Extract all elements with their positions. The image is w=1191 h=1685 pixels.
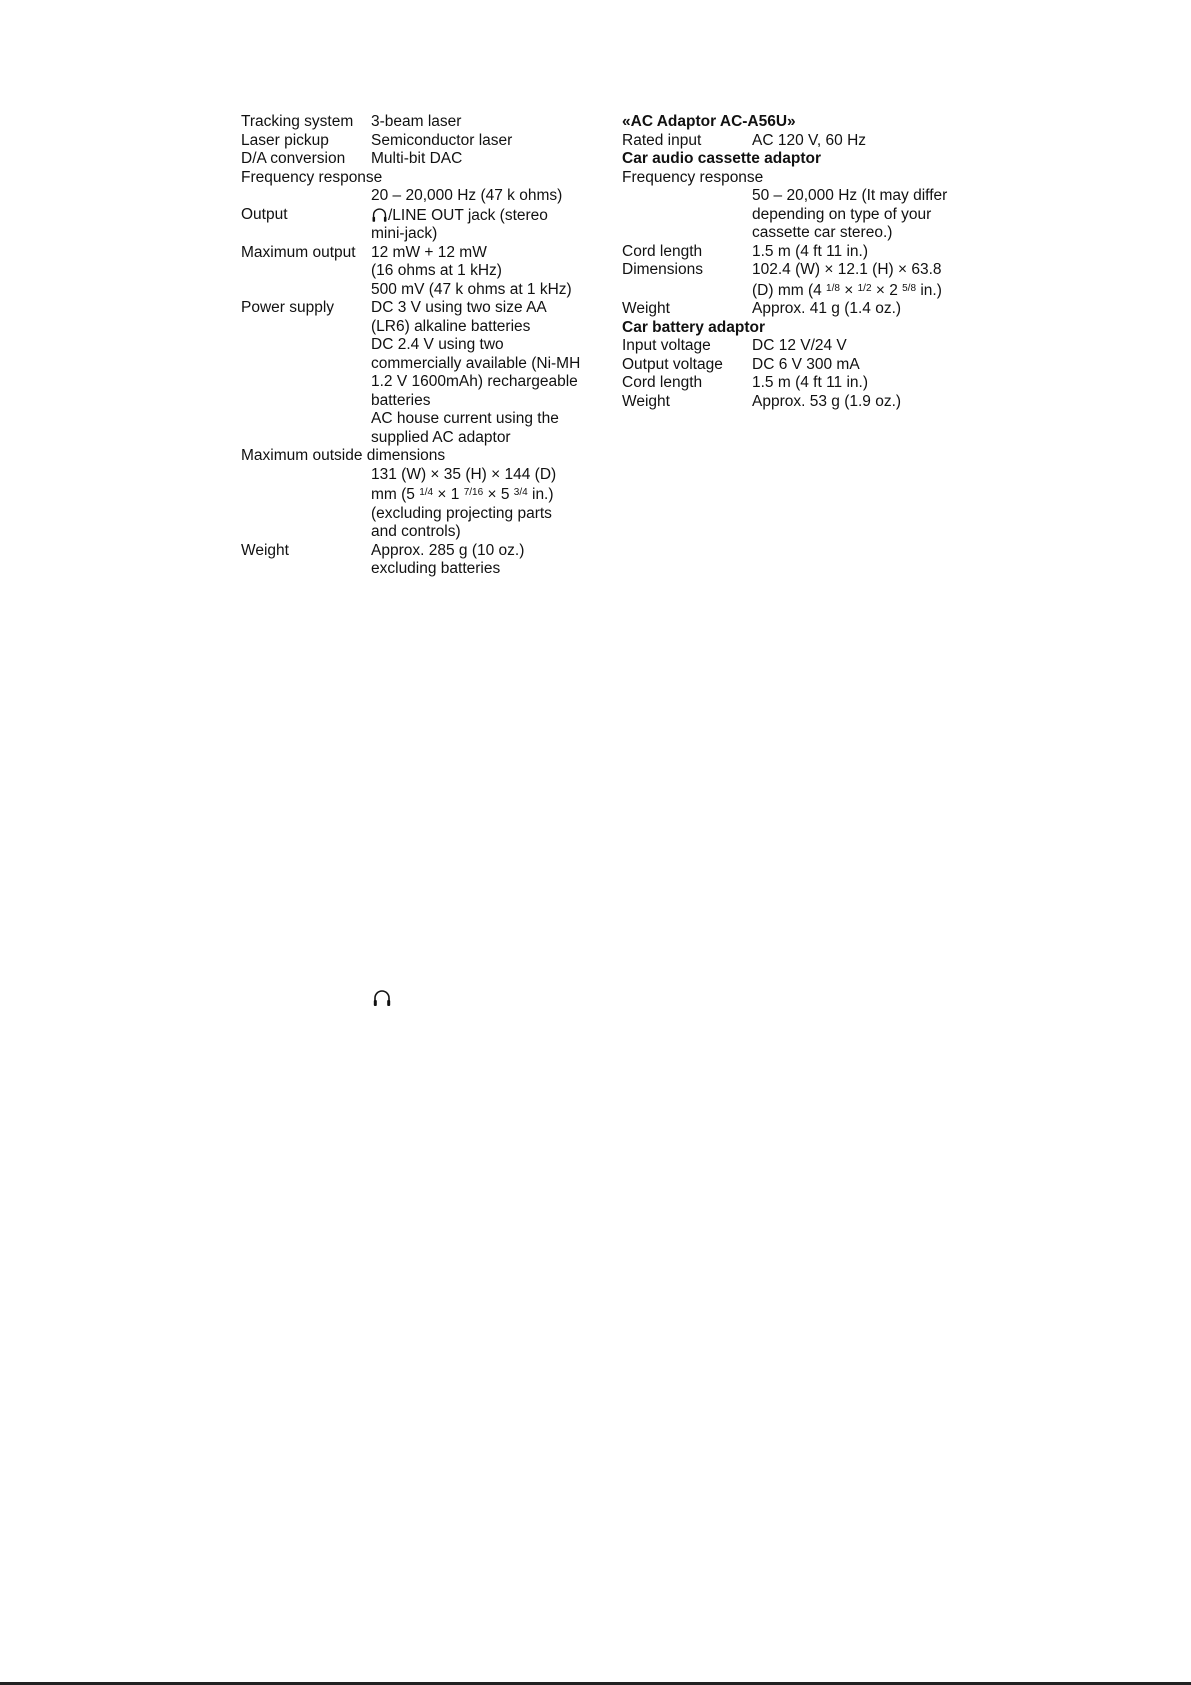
spec-value: commercially available (Ni-MH bbox=[371, 354, 581, 372]
spec-value: Approx. 53 g (1.9 oz.) bbox=[752, 392, 902, 410]
spec-label: Frequency response bbox=[241, 168, 383, 186]
fraction: 1/8 bbox=[826, 282, 840, 294]
fraction: 1/2 bbox=[857, 282, 872, 294]
spec-row-output bbox=[241, 206, 601, 244]
spec-label: Cord length bbox=[622, 374, 703, 391]
spec-label: Cord length bbox=[622, 242, 703, 260]
spec-label: Laser pickup bbox=[241, 131, 329, 149]
spec-value: DC 3 V using two size AA bbox=[371, 299, 547, 316]
fraction: 1/4 bbox=[419, 487, 434, 498]
spec-label: Weight bbox=[241, 541, 289, 559]
spec-row-frequency-label bbox=[241, 169, 601, 188]
spec-value: 20 – 20,000 Hz (47 k ohms) bbox=[371, 187, 563, 204]
spec-value: 102.4 (W) × 12.1 (H) × 63.8 bbox=[752, 261, 942, 278]
headphones-icon bbox=[371, 206, 388, 224]
spec-label: Maximum output bbox=[241, 243, 356, 261]
spec-label: Maximum outside dimensions bbox=[241, 447, 446, 464]
accessory-specifications bbox=[622, 113, 962, 411]
spec-value: Semiconductor laser bbox=[371, 131, 513, 149]
spec-value: excluding batteries bbox=[371, 560, 501, 577]
spec-row-tracking bbox=[241, 113, 601, 132]
spec-value: supplied AC adaptor bbox=[371, 428, 511, 446]
spec-value: mm (5 $^{1/4}$ × 1 $^{7/16}$ × 5 $^{3/4}$ in.) bbox=[371, 486, 554, 503]
spec-label: Tracking system bbox=[241, 113, 354, 130]
spec-value: (D) mm (4 $^{1/8}$ × $^{1/2}$ × 2 $^{5/8}$ in.) bbox=[752, 281, 942, 299]
spec-row-frequency-value bbox=[622, 187, 962, 243]
spec-row-rated-input bbox=[622, 132, 962, 151]
spec-row-cord-length-2 bbox=[622, 374, 962, 393]
section-heading: «AC Adaptor AC-A56U» bbox=[622, 113, 796, 130]
spec-row-input-voltage bbox=[622, 337, 962, 356]
section-header-battery-adaptor bbox=[622, 319, 962, 338]
spec-row-output-voltage bbox=[622, 356, 962, 375]
spec-value: (excluding projecting parts bbox=[371, 504, 552, 522]
spec-value: AC house current using the bbox=[371, 410, 559, 427]
spec-value: DC 6 V 300 mA bbox=[752, 355, 860, 373]
spec-label: Input voltage bbox=[622, 337, 711, 354]
spec-value: (LR6) alkaline batteries bbox=[371, 317, 531, 335]
spec-value: (16 ohms at 1 kHz) bbox=[371, 262, 502, 279]
spec-row-weight bbox=[241, 542, 601, 579]
spec-row-da-conversion bbox=[241, 150, 601, 169]
spec-value: DC 2.4 V using two bbox=[371, 336, 504, 353]
spec-row-dimensions bbox=[622, 261, 962, 300]
spec-row-maximum-output bbox=[241, 244, 601, 300]
section-heading: Car audio cassette adaptor bbox=[622, 150, 821, 167]
spec-value: 1.2 V 1600mAh) rechargeable bbox=[371, 373, 578, 390]
spec-row-frequency-value bbox=[241, 187, 601, 206]
spec-row-weight-2 bbox=[622, 393, 962, 412]
spec-row-power-supply bbox=[241, 299, 601, 447]
spec-row-frequency-label bbox=[622, 169, 962, 188]
spec-value: 1.5 m (4 ft 11 in.) bbox=[752, 374, 869, 391]
spec-value: and controls) bbox=[371, 523, 461, 540]
spec-value: 1.5 m (4 ft 11 in.) bbox=[752, 242, 869, 260]
spec-value: Approx. 41 g (1.4 oz.) bbox=[752, 300, 902, 317]
spec-value: depending on type of your bbox=[752, 205, 932, 223]
spec-label: Rated input bbox=[622, 131, 702, 149]
spec-label: Power supply bbox=[241, 299, 335, 316]
fraction: 3/4 bbox=[513, 487, 528, 498]
spec-value: 12 mW + 12 mW bbox=[371, 243, 487, 261]
spec-value: DC 12 V/24 V bbox=[752, 337, 847, 354]
fraction: 7/16 bbox=[463, 487, 484, 498]
spec-value: cassette car stereo.) bbox=[752, 224, 893, 241]
spec-value: 50 – 20,000 Hz (It may differ bbox=[752, 187, 948, 204]
spec-value: 500 mV (47 k ohms at 1 kHz) bbox=[371, 280, 572, 298]
section-header-ac-adaptor bbox=[622, 113, 962, 132]
spec-value: mini-jack) bbox=[371, 225, 438, 242]
headphones-icon bbox=[372, 988, 392, 1008]
spec-row-pickup bbox=[241, 132, 601, 151]
section-heading: Car battery adaptor bbox=[622, 318, 765, 336]
spec-label: Frequency response bbox=[622, 168, 764, 186]
spec-label: D/A conversion bbox=[241, 150, 346, 167]
player-specifications bbox=[241, 113, 601, 579]
spec-label: Weight bbox=[622, 300, 670, 317]
spec-label: Output voltage bbox=[622, 355, 723, 373]
spec-label: Weight bbox=[622, 392, 670, 410]
spec-row-weight bbox=[622, 300, 962, 319]
spec-row-dimensions-value bbox=[241, 466, 601, 542]
spec-value: batteries bbox=[371, 391, 431, 409]
spec-row-dimensions-label bbox=[241, 447, 601, 466]
fraction: 5/8 bbox=[902, 282, 917, 294]
spec-value: 131 (W) × 35 (H) × 144 (D) bbox=[371, 465, 557, 483]
section-header-cassette-adaptor bbox=[622, 150, 962, 169]
spec-value: Approx. 285 g (10 oz.) bbox=[371, 541, 525, 559]
spec-label: Dimensions bbox=[622, 261, 703, 278]
spec-value: AC 120 V, 60 Hz bbox=[752, 131, 867, 149]
spec-value: Multi-bit DAC bbox=[371, 150, 463, 167]
spec-label: Output bbox=[241, 205, 288, 223]
spec-value: /LINE OUT jack (stereo bbox=[388, 206, 548, 224]
spec-row-cord-length bbox=[622, 243, 962, 262]
spec-value: 3-beam laser bbox=[371, 113, 462, 130]
